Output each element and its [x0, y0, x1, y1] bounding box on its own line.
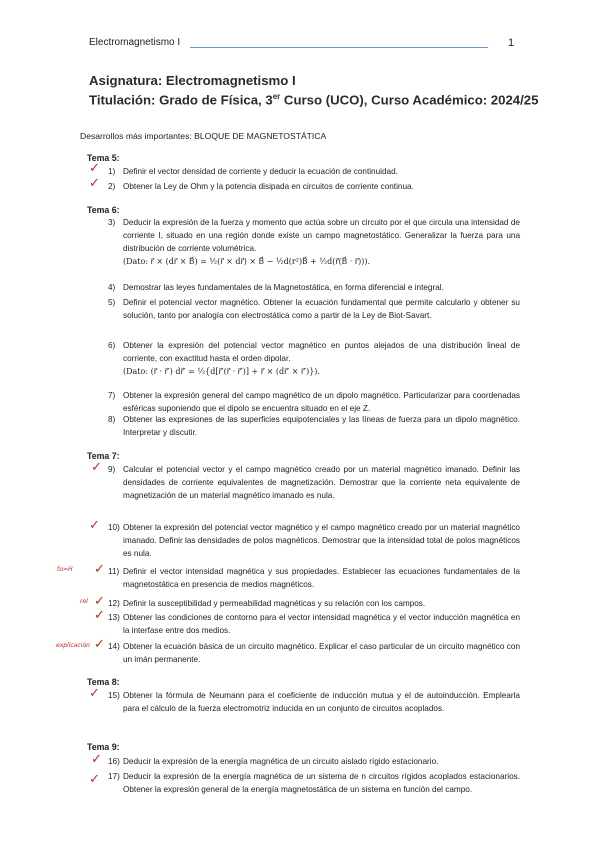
list-item-10: 10) Obtener la expresión del potencial vector magnético y el campo magnético creado por un material magnético imanado. Definir las densidades de polos magnéticos. Demostrar que la intensidad total de polos magnéticos es nula. [108, 523, 520, 559]
list-item-5: 5) Definir el potencial vector magnético. Obtener la ecuación fundamental que permite calcularlo y obtener su solución, tanto por analogía con electrostática como a partir de la Ley de Biot-Savart. [108, 298, 520, 321]
check-mark-icon: ✓ [94, 594, 105, 609]
tema-6-heading: Tema 6: [87, 205, 120, 215]
list-item-12: 12) Definir la susceptibilidad y permeabilidad magnéticas y su relación con los campos. [108, 599, 426, 608]
formula-6: (Dato: (r⃗ · r⃗′) dr⃗′ = ½{d[r⃗′(r⃗ · r⃗′)] + r⃗ × (dr⃗′ × r⃗′)}). [123, 367, 320, 377]
tema-8-heading: Tema 8: [87, 677, 120, 687]
list-item-6: 6) Obtener la expresión del potencial vector magnético en puntos alejados de una distribución lineal de corriente, con exactitud hasta el orden dipolar. (Dato: (r⃗ · r⃗′) dr⃗′ = ½{d[r⃗′(r⃗ · r⃗′)] + r⃗ × (dr⃗′ × r⃗′)}). [108, 339, 520, 378]
check-mark-icon: ✓ [89, 686, 100, 701]
list-item-2: 2) Obtener la Ley de Ohm y la potencia disipada en circuitos de corriente continua. [108, 182, 414, 191]
check-mark-icon: ✓ [89, 772, 100, 787]
tema-5-heading: Tema 5: [87, 153, 120, 163]
check-mark-icon: ✓ [89, 518, 100, 533]
list-item-11: 11) Definir el vector intensidad magnética y sus propiedades. Establecer las ecuaciones fundamentales de la magnetostática en presencia de medios magnéticos. [108, 567, 520, 590]
tema-9-heading: Tema 9: [87, 742, 120, 752]
degree-title: Titulación: Grado de Física, 3er Curso (UCO), Curso Académico: 2024/25 [89, 92, 539, 108]
check-mark-icon: ✓ [89, 176, 100, 191]
header-rule [190, 47, 488, 48]
header-title: Electromagnetismo I [89, 37, 181, 48]
list-item-3: 3) Deducir la expresión de la fuerza y momento que actúa sobre un circuito por el que circula una intensidad de corriente I, situado en una región donde existe un campo magnetostático. Generalizar la fuerza para una distribución de corriente volumétrica. (Dato: r⃗ × (dr⃗ × B⃗) = ½(r⃗ × dr⃗) × B⃗ − ½d(r²)B⃗ + ½d(r⃗(B⃗ · r⃗))). [108, 216, 520, 268]
list-item-16: 16) Deducir la expresión de la energía magnética de un circuito aislado rígido estacionario. [108, 757, 439, 766]
check-mark-icon: ✓ [94, 608, 105, 623]
tema-7-heading: Tema 7: [87, 451, 120, 461]
check-mark-icon: ✓ [89, 161, 100, 176]
handwritten-note: rel [80, 598, 88, 605]
list-item-13: 13) Obtener las condiciones de contorno para el vector intensidad magnética y el vector inducción magnética en la interfase entre dos medios. [108, 613, 520, 636]
course-title: Asignatura: Electromagnetismo I [89, 73, 296, 88]
block-subtitle: Desarrollos más importantes: BLOQUE DE MAGNETOSTÁTICA [80, 131, 327, 141]
check-mark-icon: ✓ [94, 562, 105, 577]
list-item-4: 4) Demostrar las leyes fundamentales de la Magnetostática, en forma diferencial e integral. [108, 283, 444, 292]
list-item-15: 15) Obtener la fórmula de Neumann para el coeficiente de inducción mutua y el de autoinducción. Emplearla para el cálculo de la fuerza electromotriz inducida en un conjunto de circuitos acoplados. [108, 691, 520, 714]
handwritten-note: explicación [56, 642, 90, 649]
list-item-8: 8) Obtener las expresiones de las superficies equipotenciales y las líneas de fuerza para un dipolo magnético. Interpretar y discutir. [108, 415, 520, 438]
list-item-1: 1) Definir el vector densidad de corriente y deducir la ecuación de continuidad. [108, 167, 398, 176]
list-item-9: 9) Calcular el potencial vector y el campo magnético creado por un material magnético imanado. Definir las densidades de corriente equivalentes de magnetización. Demostrar que la corriente neta equivalente de magnetización de un material magnético imanado es nula. [108, 465, 520, 501]
check-mark-icon: ✓ [91, 752, 102, 767]
list-item-7: 7) Obtener la expresión general del campo magnético de un dipolo magnético. Particularizar para coordenadas esféricas suponiendo que el dipolo se encuentra situado en el eje Z. [108, 391, 520, 414]
check-mark-icon: ✓ [91, 460, 102, 475]
formula-3: (Dato: r⃗ × (dr⃗ × B⃗) = ½(r⃗ × dr⃗) × B⃗ − ½d(r²)B⃗ + ½d(r⃗(B⃗ · r⃗))). [123, 257, 371, 267]
handwritten-note: ṫu̇=Ḣ [57, 566, 73, 573]
list-item-14: 14) Obtener la ecuación básica de un circuito magnético. Explicar el caso particular de un circuito magnético con un imán permanente. [108, 642, 520, 665]
list-item-17: 17) Deducir la expresión de la energía magnética de un sistema de n circuitos rígidos acoplados estacionarios. Obtener la expresión general de la energía magnetostática de un sistema en función del campo. [108, 772, 520, 795]
page-number: 1 [508, 37, 515, 49]
check-mark-icon: ✓ [94, 637, 105, 652]
